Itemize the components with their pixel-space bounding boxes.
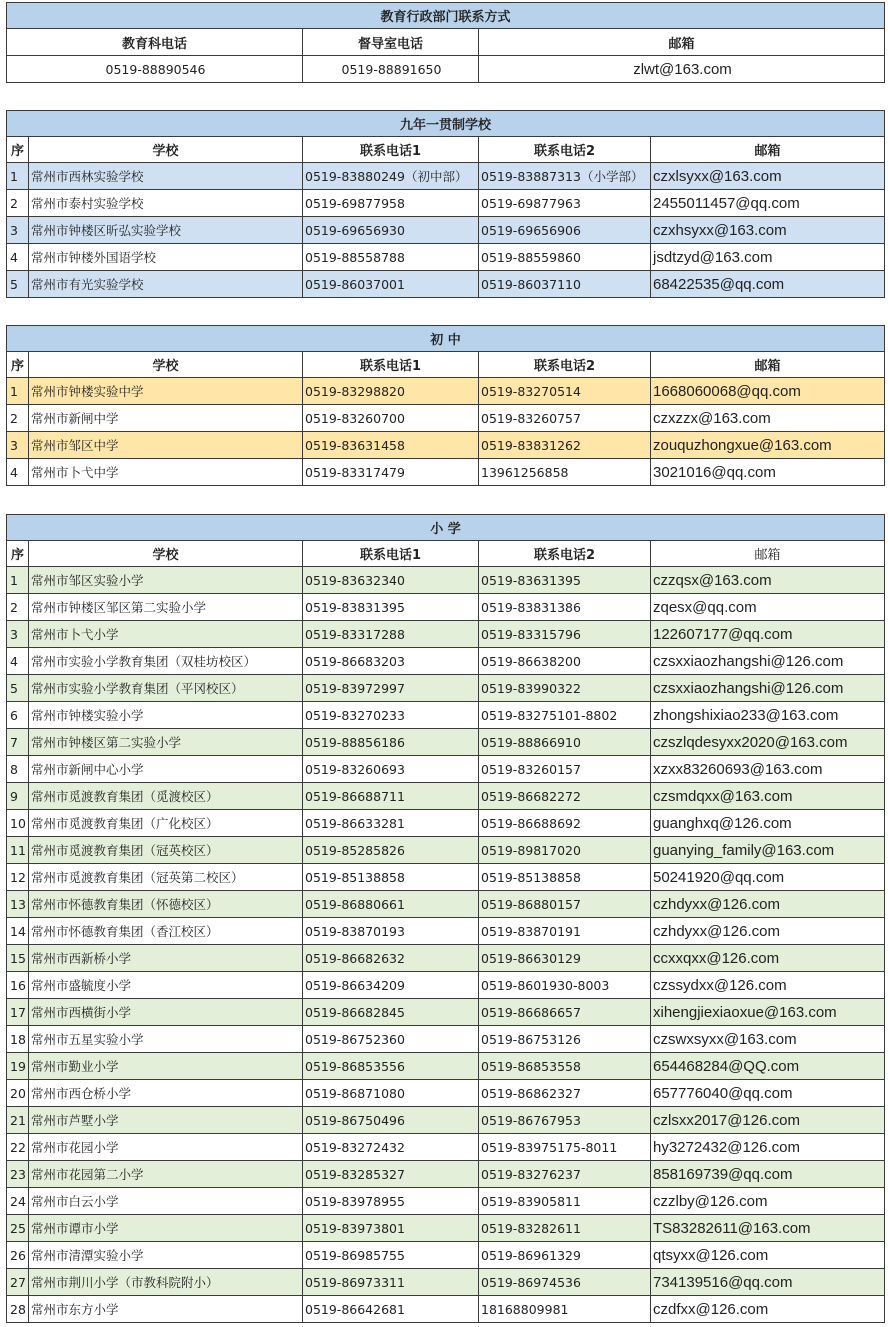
email: czhdyxx@126.com [651,918,885,945]
row-index: 10 [7,810,29,837]
school-name: 常州市实验小学教育集团（双桂坊校区） [29,648,303,675]
table-row [7,190,885,217]
phone-1: 0519-86633281 [303,810,479,837]
row-index: 28 [7,1296,29,1323]
phone-1: 0519-85138858 [303,864,479,891]
email: xzxx83260693@163.com [651,756,885,783]
email: czxhsyxx@163.com [651,217,885,244]
table-row [7,810,885,837]
phone-2: 0519-83270514 [479,378,651,405]
phone-1: 0519-85285826 [303,837,479,864]
row-index: 27 [7,1269,29,1296]
table-row [7,567,885,594]
phone-2: 0519-83905811 [479,1188,651,1215]
phone-2: 0519-86767953 [479,1107,651,1134]
admin-supervision-phone: 0519-88891650 [303,56,479,83]
phone-1: 0519-86683203 [303,648,479,675]
phone-2: 0519-83831262 [479,432,651,459]
phone-2: 0519-83275101-8802 [479,702,651,729]
phone-1: 0519-88856186 [303,729,479,756]
phone-2: 0519-69656906 [479,217,651,244]
table-row [7,702,885,729]
email: czdfxx@126.com [651,1296,885,1323]
email: guanghxq@126.com [651,810,885,837]
phone-2: 0519-8601930-8003 [479,972,651,999]
table-row [7,918,885,945]
email: czlsxx2017@126.com [651,1107,885,1134]
phone-1: 0519-86642681 [303,1296,479,1323]
row-index: 19 [7,1053,29,1080]
school-name: 常州市西林实验学校 [29,163,303,190]
row-index: 8 [7,756,29,783]
table-row [7,1053,885,1080]
phone-1: 0519-83880249（初中部） [303,163,479,190]
email: czzlby@126.com [651,1188,885,1215]
email: czssydxx@126.com [651,972,885,999]
row-index: 7 [7,729,29,756]
school-name: 常州市花园小学 [29,1134,303,1161]
phone-1: 0519-88558788 [303,244,479,271]
phone-1: 0519-86853556 [303,1053,479,1080]
phone-2: 13961256858 [479,459,651,486]
school-name: 常州市卜弋小学 [29,621,303,648]
phone-1: 0519-86682845 [303,999,479,1026]
school-name: 常州市怀德教育集团（怀德校区） [29,891,303,918]
table-row [7,1026,885,1053]
school-name: 常州市钟楼实验中学 [29,378,303,405]
nine-year-school-table [6,110,885,298]
table-row [7,675,885,702]
phone-2: 0519-69877963 [479,190,651,217]
phone-1: 0519-83631458 [303,432,479,459]
table-row [7,945,885,972]
column-header-phone1: 联系电话1 [303,352,479,378]
row-index: 2 [7,190,29,217]
email: 1668060068@qq.com [651,378,885,405]
school-name: 常州市东方小学 [29,1296,303,1323]
phone-1: 0519-83298820 [303,378,479,405]
column-header-index: 序 [7,541,29,567]
school-name: 常州市芦墅小学 [29,1107,303,1134]
school-name: 常州市邹区中学 [29,432,303,459]
school-name: 常州市西新桥小学 [29,945,303,972]
phone-2: 0519-83276237 [479,1161,651,1188]
table-row [7,1296,885,1323]
column-header-school: 学校 [29,541,303,567]
row-index: 1 [7,567,29,594]
phone-1: 0519-83831395 [303,594,479,621]
phone-1: 0519-86871080 [303,1080,479,1107]
table-row [7,783,885,810]
table-row [7,756,885,783]
phone-2: 0519-86037110 [479,271,651,298]
column-header-phone1: 联系电话1 [303,137,479,163]
admin-header-supervision-phone: 督导室电话 [303,29,479,56]
table-row [7,405,885,432]
email: 654468284@QQ.com [651,1053,885,1080]
phone-2: 0519-86961329 [479,1242,651,1269]
table-row [7,378,885,405]
table-row [7,1242,885,1269]
email: hy3272432@126.com [651,1134,885,1161]
phone-1: 0519-86750496 [303,1107,479,1134]
admin-header-edu-phone: 教育科电话 [7,29,303,56]
section-title: 初 中 [7,326,885,352]
row-index: 1 [7,163,29,190]
email: zhongshixiao233@163.com [651,702,885,729]
row-index: 12 [7,864,29,891]
column-header-index: 序 [7,137,29,163]
phone-2: 0519-85138858 [479,864,651,891]
phone-1: 0519-83285327 [303,1161,479,1188]
phone-1: 0519-86752360 [303,1026,479,1053]
phone-1: 0519-69877958 [303,190,479,217]
table-row [7,1269,885,1296]
school-name: 常州市卜弋中学 [29,459,303,486]
row-index: 1 [7,378,29,405]
email: 2455011457@qq.com [651,190,885,217]
email: czszlqdesyxx2020@163.com [651,729,885,756]
row-index: 11 [7,837,29,864]
school-name: 常州市五星实验小学 [29,1026,303,1053]
phone-2: 0519-86880157 [479,891,651,918]
school-name: 常州市勤业小学 [29,1053,303,1080]
phone-2: 0519-89817020 [479,837,651,864]
email: 858169739@qq.com [651,1161,885,1188]
email: czsmdqxx@163.com [651,783,885,810]
column-header-index: 序 [7,352,29,378]
table-row [7,648,885,675]
phone-2: 0519-83282611 [479,1215,651,1242]
school-name: 常州市觅渡教育集团（广化校区） [29,810,303,837]
school-name: 常州市觅渡教育集团（觅渡校区） [29,783,303,810]
row-index: 26 [7,1242,29,1269]
phone-1: 0519-83270233 [303,702,479,729]
row-index: 23 [7,1161,29,1188]
school-name: 常州市西横街小学 [29,999,303,1026]
phone-2: 0519-83975175-8011 [479,1134,651,1161]
school-name: 常州市荆川小学（市教科院附小） [29,1269,303,1296]
row-index: 24 [7,1188,29,1215]
phone-2: 0519-86630129 [479,945,651,972]
table-row [7,864,885,891]
school-name: 常州市钟楼区昕弘实验学校 [29,217,303,244]
school-name: 常州市花园第二小学 [29,1161,303,1188]
email: czhdyxx@126.com [651,891,885,918]
phone-2: 0519-86686657 [479,999,651,1026]
column-header-email: 邮箱 [651,541,885,567]
phone-2: 0519-88866910 [479,729,651,756]
table-row [7,1134,885,1161]
email: czsxxiaozhangshi@126.com [651,675,885,702]
phone-2: 0519-83631395 [479,567,651,594]
row-index: 14 [7,918,29,945]
row-index: 20 [7,1080,29,1107]
email: TS83282611@163.com [651,1215,885,1242]
row-index: 3 [7,432,29,459]
table-row [7,837,885,864]
phone-2: 18168809981 [479,1296,651,1323]
phone-1: 0519-83260700 [303,405,479,432]
section-title: 小 学 [7,515,885,541]
phone-1: 0519-86682632 [303,945,479,972]
school-name: 常州市西仓桥小学 [29,1080,303,1107]
email: 68422535@qq.com [651,271,885,298]
email: zqesx@qq.com [651,594,885,621]
row-index: 16 [7,972,29,999]
phone-1: 0519-86037001 [303,271,479,298]
row-index: 2 [7,405,29,432]
column-header-phone1: 联系电话1 [303,541,479,567]
column-header-email: 邮箱 [651,352,885,378]
phone-1: 0519-86880661 [303,891,479,918]
row-index: 21 [7,1107,29,1134]
email: ccxxqxx@126.com [651,945,885,972]
column-header-school: 学校 [29,352,303,378]
table-row [7,891,885,918]
column-header-phone2: 联系电话2 [479,541,651,567]
phone-1: 0519-86688711 [303,783,479,810]
email: czswxsyxx@163.com [651,1026,885,1053]
row-index: 3 [7,621,29,648]
phone-2: 0519-86682272 [479,783,651,810]
admin-header-email: 邮箱 [479,29,885,56]
row-index: 5 [7,271,29,298]
phone-1: 0519-86985755 [303,1242,479,1269]
phone-2: 0519-83887313（小学部） [479,163,651,190]
column-header-phone2: 联系电话2 [479,137,651,163]
table-row [7,163,885,190]
table-row [7,621,885,648]
row-index: 13 [7,891,29,918]
phone-1: 0519-69656930 [303,217,479,244]
school-name: 常州市白云小学 [29,1188,303,1215]
phone-1: 0519-83973801 [303,1215,479,1242]
table-row [7,1161,885,1188]
table-row [7,594,885,621]
school-name: 常州市怀德教育集团（香江校区） [29,918,303,945]
email: czxzzx@163.com [651,405,885,432]
email: xihengjiexiaoxue@163.com [651,999,885,1026]
email: qtsyxx@126.com [651,1242,885,1269]
row-index: 2 [7,594,29,621]
phone-2: 0519-83990322 [479,675,651,702]
row-index: 5 [7,675,29,702]
email: czzqsx@163.com [651,567,885,594]
row-index: 22 [7,1134,29,1161]
row-index: 4 [7,244,29,271]
column-header-school: 学校 [29,137,303,163]
table-row [7,217,885,244]
phone-2: 0519-86638200 [479,648,651,675]
column-header-email: 邮箱 [651,137,885,163]
school-name: 常州市新闸中心小学 [29,756,303,783]
primary-school-table [6,514,885,1323]
row-index: 17 [7,999,29,1026]
column-header-phone2: 联系电话2 [479,352,651,378]
phone-1: 0519-83972997 [303,675,479,702]
table-row [7,1080,885,1107]
table-row [7,1188,885,1215]
phone-1: 0519-83632340 [303,567,479,594]
school-name: 常州市新闸中学 [29,405,303,432]
school-name: 常州市觅渡教育集团（冠英校区） [29,837,303,864]
table-row [7,999,885,1026]
row-index: 4 [7,648,29,675]
phone-2: 0519-86688692 [479,810,651,837]
email: zouquzhongxue@163.com [651,432,885,459]
table-row [7,244,885,271]
phone-2: 0519-88559860 [479,244,651,271]
admin-edu-phone: 0519-88890546 [7,56,303,83]
section-title: 九年一贯制学校 [7,111,885,137]
phone-1: 0519-86634209 [303,972,479,999]
phone-1: 0519-83978955 [303,1188,479,1215]
phone-2: 0519-86853558 [479,1053,651,1080]
row-index: 3 [7,217,29,244]
row-index: 9 [7,783,29,810]
email: 734139516@qq.com [651,1269,885,1296]
phone-1: 0519-83260693 [303,756,479,783]
row-index: 18 [7,1026,29,1053]
admin-contact-table [6,2,885,83]
school-name: 常州市实验小学教育集团（平冈校区） [29,675,303,702]
school-name: 常州市邹区实验小学 [29,567,303,594]
phone-2: 0519-86974536 [479,1269,651,1296]
email: czxlsyxx@163.com [651,163,885,190]
email: jsdtzyd@163.com [651,244,885,271]
phone-2: 0519-83260757 [479,405,651,432]
email: 3021016@qq.com [651,459,885,486]
school-name: 常州市钟楼外国语学校 [29,244,303,271]
school-name: 常州市泰村实验学校 [29,190,303,217]
admin-email: zlwt@163.com [479,56,885,83]
school-name: 常州市盛毓度小学 [29,972,303,999]
table-row [7,729,885,756]
phone-1: 0519-83272432 [303,1134,479,1161]
email: 657776040@qq.com [651,1080,885,1107]
email: guanying_family@163.com [651,837,885,864]
email: 50241920@qq.com [651,864,885,891]
table-row [7,432,885,459]
table-row [7,1107,885,1134]
email: czsxxiaozhangshi@126.com [651,648,885,675]
phone-2: 0519-83315796 [479,621,651,648]
phone-2: 0519-83260157 [479,756,651,783]
phone-2: 0519-83870191 [479,918,651,945]
school-name: 常州市觅渡教育集团（冠英第二校区） [29,864,303,891]
school-name: 常州市钟楼区第二实验小学 [29,729,303,756]
row-index: 6 [7,702,29,729]
row-index: 4 [7,459,29,486]
phone-1: 0519-83870193 [303,918,479,945]
row-index: 15 [7,945,29,972]
phone-2: 0519-86862327 [479,1080,651,1107]
table-row [7,972,885,999]
school-name: 常州市钟楼区邹区第二实验小学 [29,594,303,621]
phone-1: 0519-83317288 [303,621,479,648]
school-name: 常州市钟楼实验小学 [29,702,303,729]
row-index: 25 [7,1215,29,1242]
phone-1: 0519-86973311 [303,1269,479,1296]
admin-title: 教育行政部门联系方式 [7,3,885,29]
phone-2: 0519-83831386 [479,594,651,621]
table-row [7,1215,885,1242]
table-row [7,271,885,298]
email: 122607177@qq.com [651,621,885,648]
school-name: 常州市有光实验学校 [29,271,303,298]
middle-school-table [6,325,885,486]
phone-1: 0519-83317479 [303,459,479,486]
school-name: 常州市清潭实验小学 [29,1242,303,1269]
table-row [7,459,885,486]
phone-2: 0519-86753126 [479,1026,651,1053]
school-name: 常州市谭市小学 [29,1215,303,1242]
